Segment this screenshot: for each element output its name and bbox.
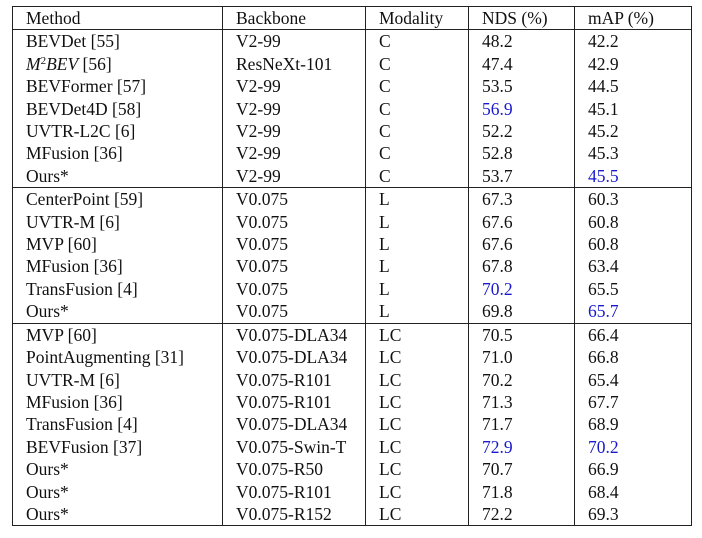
cell-nds: 67.3 xyxy=(469,188,575,211)
cell-nds: 72.2 xyxy=(469,503,575,526)
cell-backbone: ResNeXt-101 xyxy=(223,53,366,75)
cell-method: TransFusion [4] xyxy=(13,278,223,300)
cell-map: 69.3 xyxy=(575,503,692,526)
cell-modality: C xyxy=(366,30,469,53)
method-italic: M xyxy=(26,53,41,74)
table-row xyxy=(13,188,692,211)
cell-method: MFusion [36] xyxy=(13,142,223,164)
cell-modality: LC xyxy=(366,369,469,391)
cell-modality: LC xyxy=(366,458,469,480)
table-row xyxy=(13,53,692,75)
cell-method: PointAugmenting [31] xyxy=(13,346,223,368)
cell-nds: 70.2 xyxy=(469,369,575,391)
cell-map: 44.5 xyxy=(575,75,692,97)
cell-nds: 53.5 xyxy=(469,75,575,97)
cell-modality: LC xyxy=(366,413,469,435)
cell-nds: 72.9 xyxy=(469,436,575,458)
cell-nds: 67.6 xyxy=(469,211,575,233)
cell-nds: 69.8 xyxy=(469,300,575,323)
cell-map: 60.8 xyxy=(575,233,692,255)
cell-map: 60.3 xyxy=(575,188,692,211)
table-row xyxy=(13,278,692,300)
cell-method: Ours* xyxy=(13,165,223,188)
cell-backbone: V0.075-R50 xyxy=(223,458,366,480)
cell-nds: 53.7 xyxy=(469,165,575,188)
table-row xyxy=(13,323,692,346)
cell-map: 66.4 xyxy=(575,323,692,346)
table-row xyxy=(13,30,692,53)
method-superscript: 2 xyxy=(40,54,47,67)
table-row xyxy=(13,120,692,142)
cell-backbone: V0.075 xyxy=(223,211,366,233)
cell-backbone: V0.075 xyxy=(223,278,366,300)
cell-modality: L xyxy=(366,278,469,300)
cell-map: 65.7 xyxy=(575,300,692,323)
cell-backbone: V0.075-Swin-T xyxy=(223,436,366,458)
cell-nds: 56.9 xyxy=(469,98,575,120)
header-modality: Modality xyxy=(366,7,469,30)
cell-method: BEVDet4D [58] xyxy=(13,98,223,120)
table-header xyxy=(13,7,692,30)
cell-modality: C xyxy=(366,165,469,188)
cell-method: BEVFusion [37] xyxy=(13,436,223,458)
table-row xyxy=(13,165,692,188)
cell-nds: 52.2 xyxy=(469,120,575,142)
cell-nds: 71.8 xyxy=(469,481,575,503)
table-row xyxy=(13,369,692,391)
cell-modality: LC xyxy=(366,346,469,368)
cell-backbone: V0.075-R152 xyxy=(223,503,366,526)
cell-backbone: V0.075 xyxy=(223,255,366,277)
cell-map: 68.9 xyxy=(575,413,692,435)
cell-modality: C xyxy=(366,142,469,164)
cell-backbone: V0.075 xyxy=(223,300,366,323)
results-table xyxy=(12,6,692,526)
cell-map: 68.4 xyxy=(575,481,692,503)
cell-modality: C xyxy=(366,75,469,97)
cell-nds: 47.4 xyxy=(469,53,575,75)
cell-map: 60.8 xyxy=(575,211,692,233)
cell-method: BEVDet [55] xyxy=(13,30,223,53)
cell-method: BEVFormer [57] xyxy=(13,75,223,97)
table-row xyxy=(13,391,692,413)
cell-method: Ours* xyxy=(13,300,223,323)
table-row xyxy=(13,233,692,255)
cell-map: 65.4 xyxy=(575,369,692,391)
method-italic-suffix: BEV xyxy=(46,53,79,74)
cell-backbone: V2-99 xyxy=(223,30,366,53)
cell-nds: 67.8 xyxy=(469,255,575,277)
cell-map: 65.5 xyxy=(575,278,692,300)
cell-modality: LC xyxy=(366,481,469,503)
cell-backbone: V0.075-R101 xyxy=(223,369,366,391)
cell-method: Ours* xyxy=(13,503,223,526)
table-row xyxy=(13,413,692,435)
cell-backbone: V0.075 xyxy=(223,188,366,211)
cell-nds: 67.6 xyxy=(469,233,575,255)
cell-method: MFusion [36] xyxy=(13,255,223,277)
cell-modality: C xyxy=(366,120,469,142)
fusion-group xyxy=(13,323,692,526)
cell-modality: L xyxy=(366,300,469,323)
cell-backbone: V2-99 xyxy=(223,142,366,164)
cell-method: MFusion [36] xyxy=(13,391,223,413)
table-row xyxy=(13,503,692,526)
cell-nds: 48.2 xyxy=(469,30,575,53)
cell-modality: L xyxy=(366,211,469,233)
table-row xyxy=(13,436,692,458)
cell-modality: L xyxy=(366,188,469,211)
cell-nds: 71.0 xyxy=(469,346,575,368)
cell-map: 66.8 xyxy=(575,346,692,368)
cell-modality: LC xyxy=(366,323,469,346)
cell-modality: L xyxy=(366,233,469,255)
cell-modality: C xyxy=(366,98,469,120)
header-backbone: Backbone xyxy=(223,7,366,30)
cell-backbone: V0.075-DLA34 xyxy=(223,413,366,435)
cell-method: UVTR-L2C [6] xyxy=(13,120,223,142)
cell-nds: 71.7 xyxy=(469,413,575,435)
cell-map: 63.4 xyxy=(575,255,692,277)
cell-nds: 70.5 xyxy=(469,323,575,346)
header-method: Method xyxy=(13,7,223,30)
cell-map: 70.2 xyxy=(575,436,692,458)
cell-map: 45.1 xyxy=(575,98,692,120)
cell-nds: 70.7 xyxy=(469,458,575,480)
cell-backbone: V2-99 xyxy=(223,165,366,188)
cell-method: UVTR-M [6] xyxy=(13,211,223,233)
cell-backbone: V0.075-DLA34 xyxy=(223,323,366,346)
cell-backbone: V0.075-DLA34 xyxy=(223,346,366,368)
table-row xyxy=(13,98,692,120)
cell-map: 42.2 xyxy=(575,30,692,53)
cell-modality: LC xyxy=(366,436,469,458)
header-map: mAP (%) xyxy=(575,7,692,30)
lidar-group xyxy=(13,188,692,323)
table-row xyxy=(13,481,692,503)
cell-backbone: V0.075 xyxy=(223,233,366,255)
table-row xyxy=(13,211,692,233)
cell-modality: LC xyxy=(366,503,469,526)
header-row xyxy=(13,7,692,30)
cell-method: Ours* xyxy=(13,458,223,480)
cell-nds: 52.8 xyxy=(469,142,575,164)
cell-method: MVP [60] xyxy=(13,233,223,255)
cell-method: TransFusion [4] xyxy=(13,413,223,435)
table-row xyxy=(13,300,692,323)
cell-method xyxy=(13,53,223,75)
header-nds: NDS (%) xyxy=(469,7,575,30)
cell-nds: 71.3 xyxy=(469,391,575,413)
cell-map: 67.7 xyxy=(575,391,692,413)
table-row xyxy=(13,458,692,480)
cell-modality: LC xyxy=(366,391,469,413)
cell-modality: C xyxy=(366,53,469,75)
cell-method: CenterPoint [59] xyxy=(13,188,223,211)
cell-modality: L xyxy=(366,255,469,277)
cell-map: 45.3 xyxy=(575,142,692,164)
cell-map: 66.9 xyxy=(575,458,692,480)
cell-nds: 70.2 xyxy=(469,278,575,300)
table-row xyxy=(13,255,692,277)
table-row xyxy=(13,142,692,164)
cell-map: 42.9 xyxy=(575,53,692,75)
cell-backbone: V0.075-R101 xyxy=(223,481,366,503)
cell-backbone: V2-99 xyxy=(223,120,366,142)
cell-method: MVP [60] xyxy=(13,323,223,346)
cell-backbone: V2-99 xyxy=(223,98,366,120)
cell-backbone: V0.075-R101 xyxy=(223,391,366,413)
cell-method: Ours* xyxy=(13,481,223,503)
cell-map: 45.5 xyxy=(575,165,692,188)
cell-map: 45.2 xyxy=(575,120,692,142)
cell-backbone: V2-99 xyxy=(223,75,366,97)
table-row xyxy=(13,346,692,368)
camera-group xyxy=(13,30,692,188)
method-citation: [56] xyxy=(78,53,112,74)
cell-method: UVTR-M [6] xyxy=(13,369,223,391)
table-row xyxy=(13,75,692,97)
